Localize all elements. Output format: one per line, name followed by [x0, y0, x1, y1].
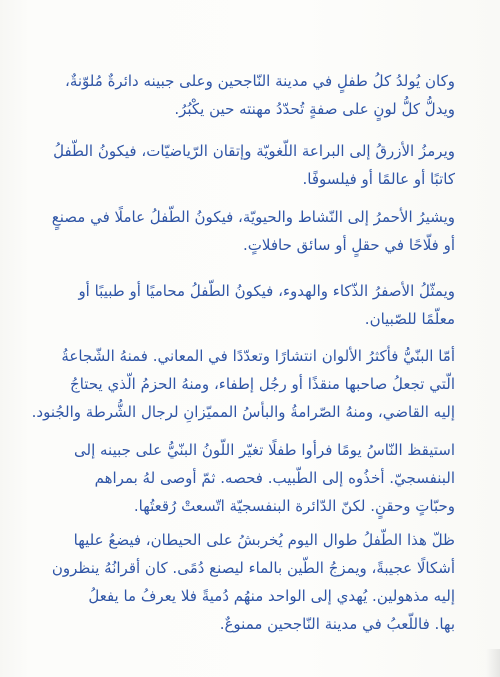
paragraph-brown-color — [31, 342, 455, 426]
text-line: البنفسجيّ. أخذُوه إلى الطّبيب. فحصه. ثمّ أوصى لهُ بمراهم — [94, 469, 455, 487]
paragraph-red-color — [51, 203, 455, 259]
paragraph-yellow-color — [64, 277, 455, 333]
text-line: ويدلُّ كلُّ لونٍ على صفةٍ تُحدّدُ مهنته حين يكْبُرُ. — [174, 100, 455, 118]
text-line: استيقظ النّاسُ يومًا فرأوا طفلًا تغيّر اللّونُ البنّيُّ على جبينه إلى — [74, 441, 455, 459]
text-line: إليه القاضي، ومنهُ الصّرامةُ والبأسُ المميّزانِ لرجال الشُّرطة والجُنود. — [31, 403, 455, 421]
paragraph-birth-circle — [64, 67, 455, 123]
text-line: إليه مذهولين. يُهدي إلى الواحد منهُم دُميةً فلا يعرفُ ما يفعلُ — [88, 587, 455, 605]
text-line: بها. فاللّعبُ في مدينة النّاجحين ممنوعٌ. — [219, 615, 455, 633]
paragraph-child-play — [51, 526, 455, 638]
text-line: ظلّ هذا الطّفلُ طوال اليوم يُخربشُ على الحيطان، فيضعُ عليها — [73, 531, 455, 549]
text-line: الّتي تجعلُ صاحبها منقذًا أو رجُل إطفاء، ومنهُ الحزمُ الّذي يحتاجُ — [70, 375, 455, 393]
text-line: وكان يُولدُ كلُ طفلٍ في مدينة النّاجحين وعلى جبينه دائرةٌ مُلوّنةٌ، — [65, 72, 455, 90]
text-line: وحبّاتٍ وحقنٍ. لكنّ الدّائرة البنفسجيّة اتّسعتْ رُقعتُها. — [133, 497, 455, 515]
text-line: كاتبًا أو عالمًا أو فيلسوفًا. — [302, 170, 455, 188]
text-line: أو فلّاحًا في حقلٍ أو سائق حافلاتٍ. — [243, 236, 455, 254]
text-line: ويرمزُ الأزرقُ إلى البراعة اللّغويّة وإتقان الرّياضيّات، فيكونُ الطّفلُ — [53, 142, 455, 160]
paragraph-blue-color — [53, 137, 455, 193]
text-line: ويشيرُ الأحمرُ إلى النّشاط والحيويّة، فيكونُ الطّفلُ عاملًا في مصنعٍ — [51, 208, 455, 226]
text-line: أشكالًا عجيبةً، ويمزجُ الطّين بالماء ليصنع دُمًى. كان أقرانُهُ ينظرون — [51, 559, 455, 577]
text-line: معلّمًا للصّبيان. — [364, 310, 455, 328]
paragraph-violet-change — [64, 436, 455, 520]
text-line: أمّا البنّيُّ فأكثرُ الألوان انتشارًا وتعدّدًا في المعاني. فمنهُ الشّجاعةُ — [61, 347, 455, 365]
text-line: ويمثّلُ الأصفرُ الذّكاء والهدوء، فيكونُ الطّفلُ محاميًا أو طبيبًا أو — [78, 282, 455, 300]
page-edge-shadow — [486, 649, 500, 677]
